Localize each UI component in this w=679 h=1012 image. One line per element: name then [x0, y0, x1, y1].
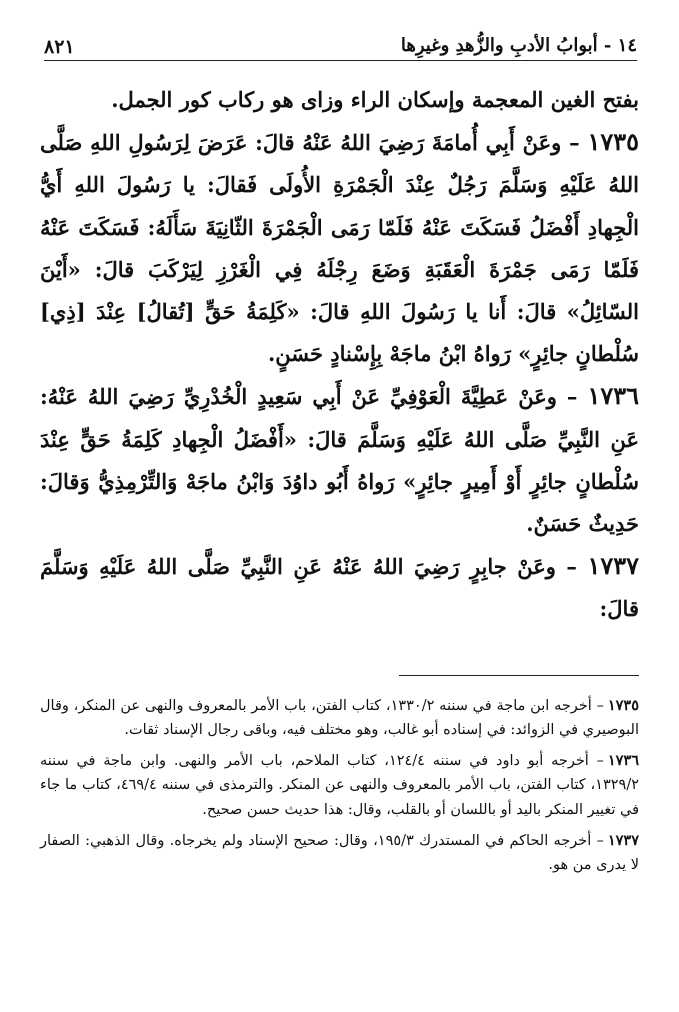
hadith-1735: [40, 121, 639, 375]
footnote-divider: [399, 675, 639, 676]
footnote-number: ١٧٣٦: [607, 751, 640, 769]
hadith-number: ١٧٣٦: [587, 381, 640, 411]
hadith-number: ١٧٣٥: [587, 127, 639, 157]
footnote-1735: [40, 694, 639, 743]
footnote-number: ١٧٣٥: [607, 696, 639, 714]
footnote-text: – أخرجه ابن ماجة في سننه ١٣٣٠/٢، كتاب الفتن، باب الأمر بالمعروف والنهى عن المنكر، وقال البوصيري في الزوائد: في إسناده أبو غالب، وهو مختلف فيه، وباقى رجال الإسناد ثقات.: [40, 697, 639, 739]
hadith-1737: [40, 545, 639, 630]
footnote-text: – أخرجه الحاكم في المستدرك ١٩٥/٣، وقال: صحيح الإسناد ولم يخرجاه. وقال الذهبي: الصفار لا يدرى من هو.: [40, 832, 639, 874]
footnote-text: – أخرجه أبو داود في سننه ١٢٤/٤، كتاب الملاحم، باب الأمر والنهى. وابن ماجة في سننه ١٣٢٩/٢، كتاب الفتن، باب الأمر بالمعروف والنهى عن المنكر. والترمذى في سننه ٤٦٩/٤، كتاب ما جاء في تغيير المنكر باليد أو باللسان أو بالقلب، وقال: هذا حديث حسن صحيح.: [40, 752, 639, 819]
main-text: [40, 79, 639, 631]
paragraph-text: بفتح الغين المعجمة وإسكان الراء وزاى هو ركاب كور الجمل.: [111, 87, 639, 112]
footnote-1737: [40, 829, 639, 878]
footnote-1736: [40, 749, 639, 823]
hadith-text: – وعَنْ أَبِي أُمامَةَ رَضِيَ اللهُ عَنْهُ قالَ: عَرَضَ لِرَسُولِ اللهِ صَلَّى اللهُ عَلَيْهِ وَسَلَّمَ رَجُلٌ عِنْدَ الْجَمْرَةِ الأُولَى فَقالَ: يا رَسُولَ اللهِ أَيُّ الْجِهادِ أَفْضَلُ فَسَكَتَ عَنْهُ فَلَمّا رَمَى الْجَمْرَةَ الثّانِيَةَ سَأَلَهُ: فَسَكَتَ عَنْهُ فَلَمّا رَمَى جَمْرَةَ الْعَقَبَةِ وَضَعَ رِجْلَهُ فِي الْغَرْزِ لِيَرْكَبَ قالَ: «أَيْنَ السّائِلُ» قالَ: أَنا يا رَسُولَ اللهِ قالَ: «كَلِمَةُ حَقٍّ [تُقالُ] عِنْدَ [ذِي] سُلْطانٍ جائِرٍ» رَواهُ ابْنُ ماجَهْ بِإِسْنادٍ حَسَنٍ.: [40, 130, 639, 367]
hadith-number: ١٧٣٧: [587, 551, 640, 581]
hadith-text: – وعَنْ جابِرٍ رَضِيَ اللهُ عَنْهُ عَنِ النَّبِيِّ صَلَّى اللهُ عَلَيْهِ وَسَلَّمَ قالَ:: [40, 554, 639, 622]
page-number: ٨٢١: [44, 36, 75, 58]
hadith-text: – وعَنْ عَطِيَّةَ الْعَوْفِيِّ عَنْ أَبِي سَعِيدٍ الْخُدْرِيِّ رَضِيَ اللهُ عَنْهُ: عَنِ النَّبِيِّ صَلَّى اللهُ عَلَيْهِ وَسَلَّمَ قالَ: «أَفْضَلُ الْجِهادِ كَلِمَةُ حَقٍّ عِنْدَ سُلْطانٍ جائِرٍ أَوْ أَمِيرٍ جائِرٍ» رَواهُ أَبُو داوُدَ وَابْنُ ماجَهْ وَالتِّرْمِذِيُّ وَقالَ: حَدِيثٌ حَسَنٌ.: [40, 384, 639, 537]
continuation-paragraph: [40, 79, 639, 121]
page-header: [44, 30, 637, 61]
footnotes: [40, 694, 639, 878]
hadith-1736: [40, 375, 639, 545]
running-title: ١٤ - أبوابُ الأدبِ والزُّهدِ وغيرِها: [400, 35, 637, 56]
footnote-number: ١٧٣٧: [607, 831, 639, 849]
